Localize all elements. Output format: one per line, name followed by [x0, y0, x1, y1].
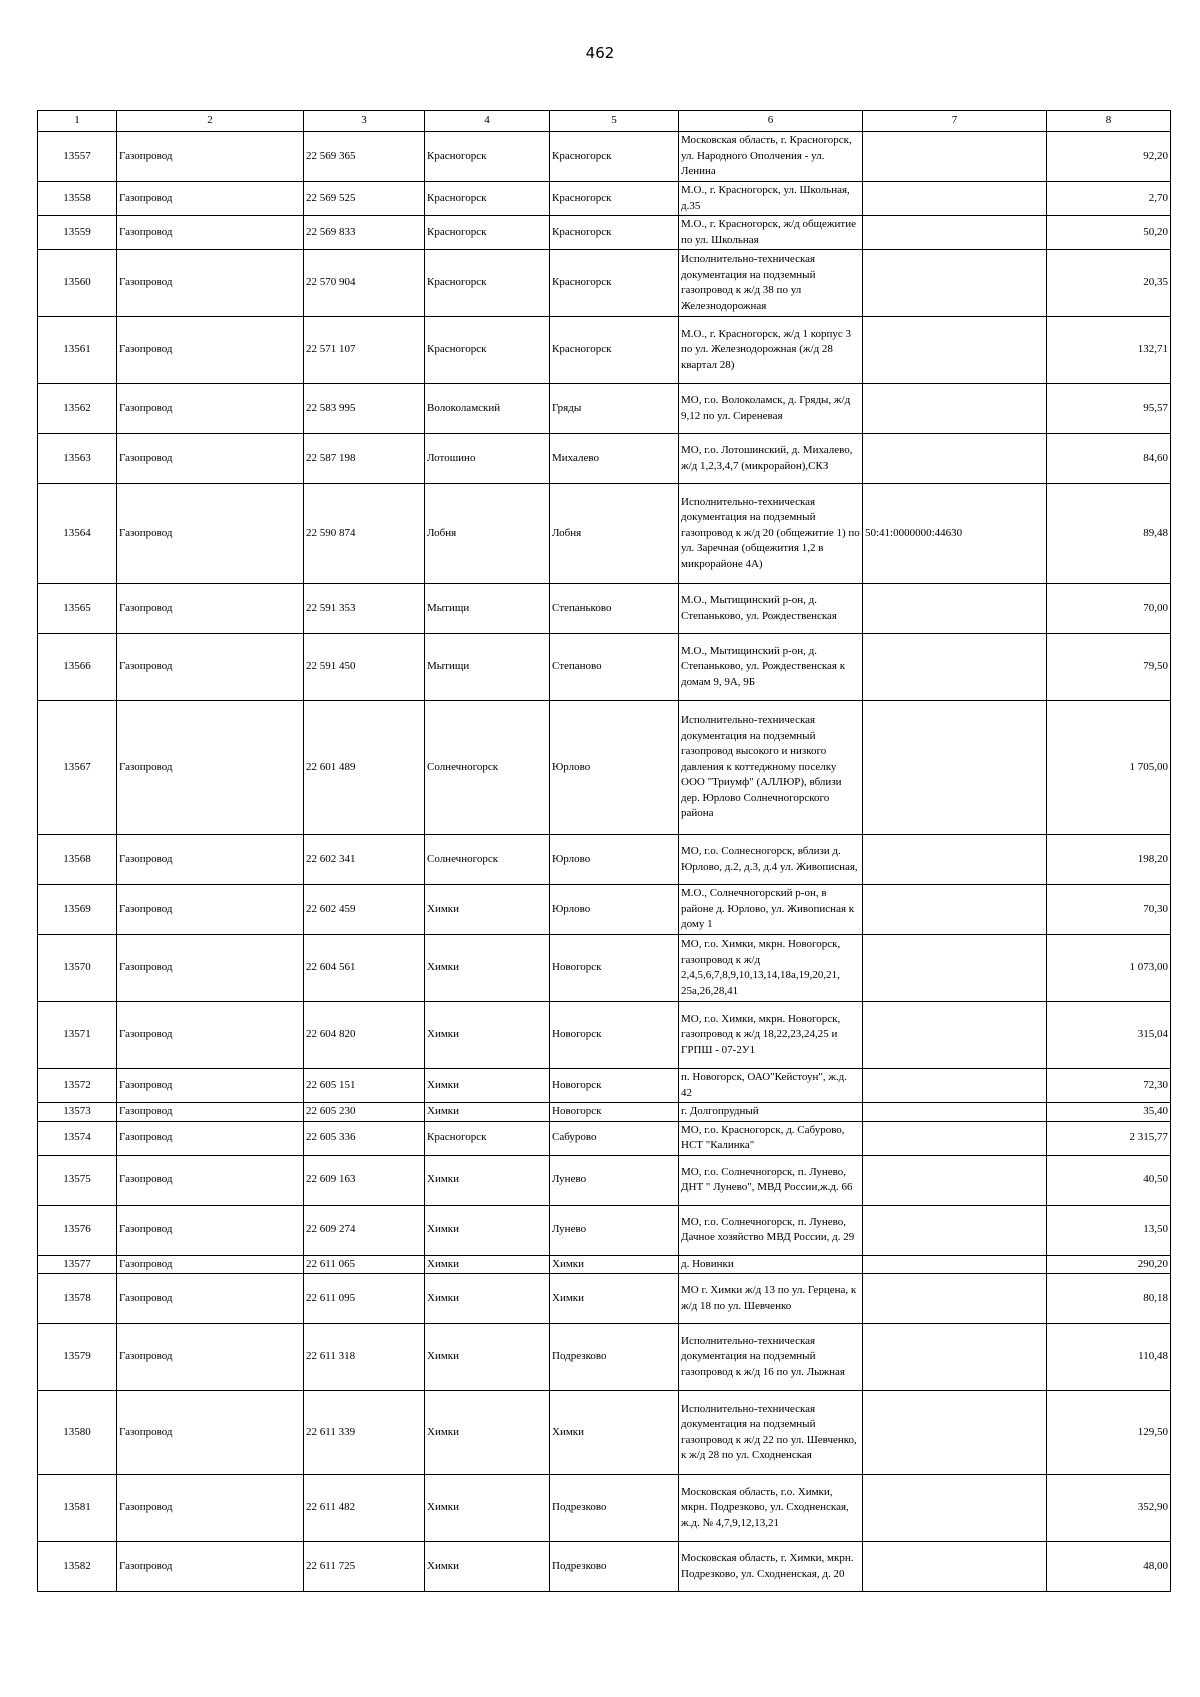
table-row — [38, 1324, 1171, 1391]
cell-code: 22 602 341 — [304, 835, 425, 885]
cell-code: 22 569 833 — [304, 216, 425, 250]
cell-cadastral — [863, 384, 1047, 434]
cell-id: 13561 — [38, 317, 117, 384]
cell-locality: Сабурово — [550, 1121, 679, 1155]
cell-locality: Подрезково — [550, 1475, 679, 1542]
table-row — [38, 1391, 1171, 1475]
cell-id: 13576 — [38, 1205, 117, 1255]
cell-district: Лобня — [425, 484, 550, 584]
cell-length: 84,60 — [1047, 434, 1171, 484]
column-header-2: 2 — [117, 111, 304, 132]
cell-district: Солнечногорск — [425, 835, 550, 885]
cell-id: 13573 — [38, 1103, 117, 1122]
cell-length: 70,00 — [1047, 584, 1171, 634]
cell-type: Газопровод — [117, 584, 304, 634]
cell-code: 22 605 336 — [304, 1121, 425, 1155]
cell-locality: Михалево — [550, 434, 679, 484]
cell-address: Московская область, г.о. Химки, мкрн. Подрезково, ул. Сходненская, ж.д. № 4,7,9,12,13,21 — [679, 1475, 863, 1542]
cell-cadastral — [863, 434, 1047, 484]
table-row — [38, 182, 1171, 216]
table-row — [38, 384, 1171, 434]
cell-type: Газопровод — [117, 701, 304, 835]
cell-length: 70,30 — [1047, 885, 1171, 935]
cell-locality: Лунево — [550, 1155, 679, 1205]
cell-cadastral — [863, 1255, 1047, 1274]
cell-code: 22 604 820 — [304, 1002, 425, 1069]
cell-type: Газопровод — [117, 250, 304, 317]
cell-length: 13,50 — [1047, 1205, 1171, 1255]
table-row — [38, 1255, 1171, 1274]
cell-district: Красногорск — [425, 182, 550, 216]
registry-table — [37, 110, 1171, 1592]
table-row — [38, 634, 1171, 701]
cell-code: 22 569 525 — [304, 182, 425, 216]
cell-locality: Лунево — [550, 1205, 679, 1255]
cell-code: 22 605 151 — [304, 1069, 425, 1103]
table-row — [38, 1103, 1171, 1122]
cell-address: М.О., Мытищинский р-он, д. Степаньково, ул. Рождественская — [679, 584, 863, 634]
cell-address: МО, г.о. Солнесногорск, вблизи д. Юрлово, д.2, д.3, д.4 ул. Живописная, — [679, 835, 863, 885]
cell-cadastral — [863, 1542, 1047, 1592]
page-number: 462 — [585, 44, 615, 62]
cell-locality: Степаново — [550, 634, 679, 701]
table-body — [38, 132, 1171, 1592]
cell-id: 13581 — [38, 1475, 117, 1542]
cell-address: М.О., г. Красногорск, ул. Школьная, д.35 — [679, 182, 863, 216]
table-row — [38, 584, 1171, 634]
cell-code: 22 605 230 — [304, 1103, 425, 1122]
cell-code: 22 602 459 — [304, 885, 425, 935]
cell-address: МО, г.о. Лотошинский, д. Михалево, ж/д 1,2,3,4,7 (микрорайон),СКЗ — [679, 434, 863, 484]
cell-locality: Химки — [550, 1391, 679, 1475]
cell-address: п. Новогорск, ОАО"Кейстоун", ж.д. 42 — [679, 1069, 863, 1103]
cell-cadastral — [863, 1391, 1047, 1475]
table-row — [38, 835, 1171, 885]
cell-type: Газопровод — [117, 132, 304, 182]
cell-address: МО, г.о. Химки, мкрн. Новогорск, газопровод к ж/д 18,22,23,24,25 и ГРПШ - 07-2У1 — [679, 1002, 863, 1069]
column-header-8: 8 — [1047, 111, 1171, 132]
cell-cadastral — [863, 935, 1047, 1002]
cell-code: 22 611 725 — [304, 1542, 425, 1592]
cell-locality: Новогорск — [550, 1069, 679, 1103]
table-row — [38, 935, 1171, 1002]
cell-locality: Красногорск — [550, 216, 679, 250]
column-header-4: 4 — [425, 111, 550, 132]
cell-cadastral — [863, 1324, 1047, 1391]
cell-code: 22 611 095 — [304, 1274, 425, 1324]
cell-type: Газопровод — [117, 1121, 304, 1155]
cell-length: 79,50 — [1047, 634, 1171, 701]
cell-cadastral — [863, 1205, 1047, 1255]
cell-id: 13562 — [38, 384, 117, 434]
cell-address: Исполнительно-техническая документация на подземный газопровод к ж/д 16 по ул. Лыжная — [679, 1324, 863, 1391]
cell-type: Газопровод — [117, 434, 304, 484]
cell-length: 129,50 — [1047, 1391, 1171, 1475]
column-header-6: 6 — [679, 111, 863, 132]
cell-cadastral — [863, 1475, 1047, 1542]
cell-length: 48,00 — [1047, 1542, 1171, 1592]
cell-locality: Красногорск — [550, 317, 679, 384]
cell-cadastral — [863, 1002, 1047, 1069]
cell-type: Газопровод — [117, 634, 304, 701]
table-row — [38, 1121, 1171, 1155]
cell-locality: Степаньково — [550, 584, 679, 634]
cell-district: Красногорск — [425, 250, 550, 317]
cell-locality: Новогорск — [550, 1002, 679, 1069]
cell-locality: Химки — [550, 1255, 679, 1274]
cell-type: Газопровод — [117, 935, 304, 1002]
cell-address: М.О., Солнечногорский р-он, в районе д. Юрлово, ул. Живописная к дому 1 — [679, 885, 863, 935]
cell-cadastral — [863, 216, 1047, 250]
cell-district: Химки — [425, 1155, 550, 1205]
cell-address: МО, г.о. Солнечногорск, п. Лунево, ДНТ " Лунево", МВД России,ж.д. 66 — [679, 1155, 863, 1205]
cell-type: Газопровод — [117, 317, 304, 384]
cell-cadastral — [863, 317, 1047, 384]
cell-address: Исполнительно-техническая документация на подземный газопровод к ж/д 38 по ул Железнодорожная — [679, 250, 863, 317]
cell-code: 22 601 489 — [304, 701, 425, 835]
cell-locality: Подрезково — [550, 1324, 679, 1391]
table-row — [38, 250, 1171, 317]
cell-district: Химки — [425, 1542, 550, 1592]
header-row — [38, 111, 1171, 132]
cell-id: 13567 — [38, 701, 117, 835]
cell-code: 22 611 482 — [304, 1475, 425, 1542]
cell-district: Химки — [425, 935, 550, 1002]
cell-length: 40,50 — [1047, 1155, 1171, 1205]
cell-type: Газопровод — [117, 1475, 304, 1542]
cell-code: 22 590 874 — [304, 484, 425, 584]
cell-address: МО, г.о. Волоколамск, д. Гряды, ж/д 9,12 по ул. Сиреневая — [679, 384, 863, 434]
cell-cadastral — [863, 584, 1047, 634]
cell-district: Лотошино — [425, 434, 550, 484]
cell-id: 13568 — [38, 835, 117, 885]
cell-locality: Юрлово — [550, 835, 679, 885]
table-row — [38, 885, 1171, 935]
cell-type: Газопровод — [117, 1542, 304, 1592]
cell-id: 13560 — [38, 250, 117, 317]
cell-cadastral — [863, 1103, 1047, 1122]
cell-district: Красногорск — [425, 1121, 550, 1155]
cell-district: Красногорск — [425, 132, 550, 182]
cell-id: 13569 — [38, 885, 117, 935]
table-row — [38, 1155, 1171, 1205]
cell-cadastral: 50:41:0000000:44630 — [863, 484, 1047, 584]
table-row — [38, 701, 1171, 835]
cell-locality: Новогорск — [550, 935, 679, 1002]
cell-length: 132,71 — [1047, 317, 1171, 384]
cell-type: Газопровод — [117, 1274, 304, 1324]
cell-district: Химки — [425, 1274, 550, 1324]
cell-locality: Новогорск — [550, 1103, 679, 1122]
cell-type: Газопровод — [117, 1391, 304, 1475]
cell-district: Химки — [425, 1103, 550, 1122]
cell-length: 20,35 — [1047, 250, 1171, 317]
cell-type: Газопровод — [117, 484, 304, 584]
cell-length: 290,20 — [1047, 1255, 1171, 1274]
cell-address: Московская область, г. Красногорск, ул. Народного Ополчения - ул. Ленина — [679, 132, 863, 182]
cell-length: 2 315,77 — [1047, 1121, 1171, 1155]
cell-address: д. Новинки — [679, 1255, 863, 1274]
cell-length: 352,90 — [1047, 1475, 1171, 1542]
cell-code: 22 571 107 — [304, 317, 425, 384]
cell-district: Химки — [425, 1475, 550, 1542]
table-row — [38, 1002, 1171, 1069]
cell-code: 22 611 065 — [304, 1255, 425, 1274]
cell-type: Газопровод — [117, 835, 304, 885]
cell-district: Красногорск — [425, 317, 550, 384]
cell-address: МО, г.о. Солнечногорск, п. Лунево, Дачное хозяйство МВД России, д. 29 — [679, 1205, 863, 1255]
cell-code: 22 604 561 — [304, 935, 425, 1002]
cell-length: 315,04 — [1047, 1002, 1171, 1069]
cell-address: МО г. Химки ж/д 13 по ул. Герцена, к ж/д 18 по ул. Шевченко — [679, 1274, 863, 1324]
cell-cadastral — [863, 1121, 1047, 1155]
cell-id: 13575 — [38, 1155, 117, 1205]
cell-cadastral — [863, 701, 1047, 835]
cell-district: Химки — [425, 1255, 550, 1274]
cell-length: 72,30 — [1047, 1069, 1171, 1103]
cell-cadastral — [863, 250, 1047, 317]
cell-cadastral — [863, 634, 1047, 701]
cell-length: 92,20 — [1047, 132, 1171, 182]
cell-code: 22 609 274 — [304, 1205, 425, 1255]
cell-id: 13570 — [38, 935, 117, 1002]
cell-locality: Химки — [550, 1274, 679, 1324]
column-header-1: 1 — [38, 111, 117, 132]
cell-id: 13578 — [38, 1274, 117, 1324]
cell-code: 22 591 353 — [304, 584, 425, 634]
cell-type: Газопровод — [117, 182, 304, 216]
cell-address: М.О., г. Красногорск, ж/д общежитие по ул. Школьная — [679, 216, 863, 250]
cell-locality: Гряды — [550, 384, 679, 434]
cell-type: Газопровод — [117, 1255, 304, 1274]
cell-length: 1 073,00 — [1047, 935, 1171, 1002]
cell-id: 13559 — [38, 216, 117, 250]
cell-id: 13572 — [38, 1069, 117, 1103]
cell-address: Исполнительно-техническая документация на подземный газопровод к ж/д 22 по ул. Шевченко, к ж/д 28 по ул. Сходненская — [679, 1391, 863, 1475]
cell-address: МО, г.о. Красногорск, д. Сабурово, НСТ "Калинка" — [679, 1121, 863, 1155]
cell-length: 35,40 — [1047, 1103, 1171, 1122]
cell-length: 1 705,00 — [1047, 701, 1171, 835]
cell-type: Газопровод — [117, 1155, 304, 1205]
cell-address: г. Долгопрудный — [679, 1103, 863, 1122]
table-row — [38, 1069, 1171, 1103]
cell-code: 22 583 995 — [304, 384, 425, 434]
cell-locality: Юрлово — [550, 701, 679, 835]
cell-district: Химки — [425, 1205, 550, 1255]
cell-locality: Юрлово — [550, 885, 679, 935]
cell-district: Мытищи — [425, 634, 550, 701]
cell-cadastral — [863, 1274, 1047, 1324]
cell-address: МО, г.о. Химки, мкрн. Новогорск, газопровод к ж/д 2,4,5,6,7,8,9,10,13,14,18а,19,20,21, 25а,26,28,41 — [679, 935, 863, 1002]
cell-district: Химки — [425, 1324, 550, 1391]
cell-id: 13582 — [38, 1542, 117, 1592]
cell-address: Исполнительно-техническая документация на подземный газопровод высокого и низкого давления к коттеджному поселку ООО "Триумф" (АЛЛЮР), вблизи дер. Юрлово Солнечногорского района — [679, 701, 863, 835]
cell-id: 13577 — [38, 1255, 117, 1274]
cell-type: Газопровод — [117, 384, 304, 434]
table-row — [38, 1205, 1171, 1255]
cell-cadastral — [863, 835, 1047, 885]
cell-type: Газопровод — [117, 885, 304, 935]
cell-id: 13571 — [38, 1002, 117, 1069]
cell-length: 50,20 — [1047, 216, 1171, 250]
table-row — [38, 132, 1171, 182]
table-row — [38, 1542, 1171, 1592]
cell-cadastral — [863, 182, 1047, 216]
cell-cadastral — [863, 1155, 1047, 1205]
cell-locality: Лобня — [550, 484, 679, 584]
cell-cadastral — [863, 132, 1047, 182]
table-row — [38, 434, 1171, 484]
cell-length: 95,57 — [1047, 384, 1171, 434]
cell-type: Газопровод — [117, 1324, 304, 1391]
cell-id: 13565 — [38, 584, 117, 634]
column-header-5: 5 — [550, 111, 679, 132]
cell-district: Солнечногорск — [425, 701, 550, 835]
cell-length: 198,20 — [1047, 835, 1171, 885]
cell-code: 22 569 365 — [304, 132, 425, 182]
table-row — [38, 1475, 1171, 1542]
column-header-7: 7 — [863, 111, 1047, 132]
cell-district: Красногорск — [425, 216, 550, 250]
cell-id: 13579 — [38, 1324, 117, 1391]
cell-code: 22 591 450 — [304, 634, 425, 701]
cell-id: 13574 — [38, 1121, 117, 1155]
cell-locality: Красногорск — [550, 182, 679, 216]
cell-district: Химки — [425, 1069, 550, 1103]
cell-cadastral — [863, 1069, 1047, 1103]
cell-id: 13558 — [38, 182, 117, 216]
cell-type: Газопровод — [117, 216, 304, 250]
table-row — [38, 317, 1171, 384]
cell-type: Газопровод — [117, 1103, 304, 1122]
cell-district: Химки — [425, 1002, 550, 1069]
cell-locality: Красногорск — [550, 132, 679, 182]
cell-code: 22 609 163 — [304, 1155, 425, 1205]
cell-length: 110,48 — [1047, 1324, 1171, 1391]
table-row — [38, 1274, 1171, 1324]
cell-address: Московская область, г. Химки, мкрн. Подрезково, ул. Сходненская, д. 20 — [679, 1542, 863, 1592]
cell-code: 22 611 339 — [304, 1391, 425, 1475]
cell-code: 22 587 198 — [304, 434, 425, 484]
cell-type: Газопровод — [117, 1069, 304, 1103]
cell-id: 13566 — [38, 634, 117, 701]
column-header-3: 3 — [304, 111, 425, 132]
table-row — [38, 484, 1171, 584]
cell-length: 2,70 — [1047, 182, 1171, 216]
cell-id: 13557 — [38, 132, 117, 182]
cell-id: 13580 — [38, 1391, 117, 1475]
table-row — [38, 216, 1171, 250]
cell-type: Газопровод — [117, 1002, 304, 1069]
cell-district: Мытищи — [425, 584, 550, 634]
cell-address: Исполнительно-техническая документация на подземный газопровод к ж/д 20 (общежитие 1) по ул. Заречная (общежития 1,2 в микрорайоне 4А) — [679, 484, 863, 584]
cell-locality: Подрезково — [550, 1542, 679, 1592]
cell-district: Волоколамский — [425, 384, 550, 434]
cell-locality: Красногорск — [550, 250, 679, 317]
cell-district: Химки — [425, 1391, 550, 1475]
cell-district: Химки — [425, 885, 550, 935]
cell-id: 13563 — [38, 434, 117, 484]
cell-address: М.О., Мытищинский р-он, д. Степаньково, ул. Рождественская к домам 9, 9А, 9Б — [679, 634, 863, 701]
cell-address: М.О., г. Красногорск, ж/д 1 корпус 3 по ул. Железнодорожная (ж/д 28 квартал 28) — [679, 317, 863, 384]
cell-length: 89,48 — [1047, 484, 1171, 584]
cell-code: 22 570 904 — [304, 250, 425, 317]
cell-type: Газопровод — [117, 1205, 304, 1255]
cell-length: 80,18 — [1047, 1274, 1171, 1324]
cell-id: 13564 — [38, 484, 117, 584]
cell-cadastral — [863, 885, 1047, 935]
cell-code: 22 611 318 — [304, 1324, 425, 1391]
